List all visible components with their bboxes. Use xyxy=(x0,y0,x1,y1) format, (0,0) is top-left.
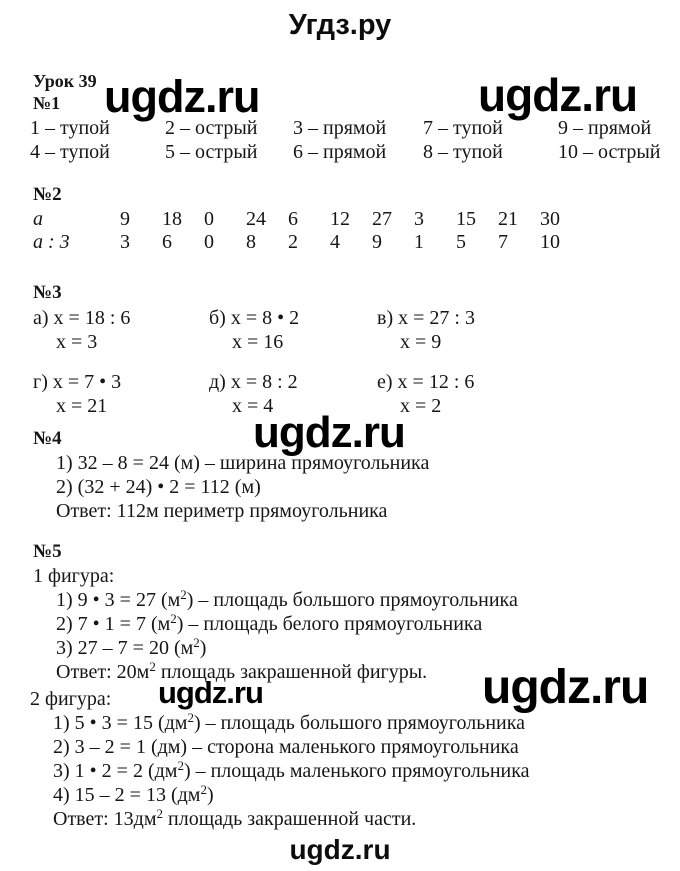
step-text: площадь закрашенной части. xyxy=(163,808,417,830)
task5-figure2-section xyxy=(30,687,530,831)
equation: в) х = 27 : 3 xyxy=(377,307,475,329)
watermark-ugdz: ugdz.ru xyxy=(478,69,638,121)
step-text: ) – площадь большого прямоугольника xyxy=(193,712,526,734)
task3-section xyxy=(33,281,653,418)
superscript: 2 xyxy=(193,635,200,650)
row-header: a xyxy=(33,208,43,230)
answer-cell: 1 – тупой xyxy=(30,117,110,139)
table-cell: 5 xyxy=(456,231,466,253)
solution-step: 2) (32 + 24) • 2 = 112 (м) xyxy=(56,476,261,498)
solution-answer: Ответ: 112м периметр прямоугольника xyxy=(56,500,388,522)
task5-label: №5 xyxy=(33,541,62,562)
equation: е) х = 12 : 6 xyxy=(377,371,475,393)
task5-section xyxy=(33,540,518,684)
solution-step: 1) 32 – 8 = 24 (м) – ширина прямоугольника xyxy=(56,452,430,474)
task2-section xyxy=(33,183,582,254)
solution-step xyxy=(53,711,530,735)
step-text: ) – площадь большого прямоугольника xyxy=(186,589,518,611)
task2-label: №2 xyxy=(33,184,62,205)
answer-cell: 7 – тупой xyxy=(423,117,503,139)
step-text: 2) 7 • 1 = 7 (м xyxy=(56,613,171,635)
equation-answer: х = 2 xyxy=(400,395,442,417)
table-cell: 30 xyxy=(540,208,560,230)
equation-item xyxy=(377,306,653,354)
step-text: ) – площадь маленького прямоугольника xyxy=(183,760,530,782)
task1-answers xyxy=(30,116,670,164)
equation-item xyxy=(377,370,653,418)
superscript: 2 xyxy=(177,758,184,773)
equation: г) х = 7 • 3 xyxy=(33,371,122,393)
answer-cell: 10 – острый xyxy=(558,141,661,163)
equation-answer: х = 16 xyxy=(232,331,284,353)
answer-cell: 4 – тупой xyxy=(30,141,110,163)
lesson-title: Урок 39 xyxy=(33,71,97,91)
table-row xyxy=(33,231,582,254)
equation: б) х = 8 • 2 xyxy=(209,307,300,329)
solution-answer xyxy=(53,807,530,831)
equation: д) х = 8 : 2 xyxy=(209,371,298,393)
step-text: 3) 1 • 2 = 2 (дм xyxy=(53,760,178,782)
step-text: ) xyxy=(206,784,214,806)
step-text: 1) 5 • 3 = 15 (дм xyxy=(53,712,188,734)
watermark-ugdz: ugdz.ru xyxy=(482,661,649,714)
solution-step xyxy=(53,735,530,759)
equation-answer: х = 21 xyxy=(56,395,108,417)
table-cell: 24 xyxy=(246,208,266,230)
equation-answer: х = 3 xyxy=(56,331,98,353)
superscript: 2 xyxy=(187,710,194,725)
solution-step xyxy=(56,612,518,636)
row-header: a : 3 xyxy=(33,231,70,253)
task3-grid xyxy=(33,306,653,418)
watermark-ugdz: ugdz.ru xyxy=(253,408,405,457)
table-cell: 0 xyxy=(204,208,214,230)
solution-step xyxy=(56,636,518,660)
table-cell: 18 xyxy=(162,208,182,230)
step-text: 1) 9 • 3 = 27 (м xyxy=(56,589,181,611)
table-cell: 6 xyxy=(162,231,172,253)
task2-table xyxy=(33,208,582,254)
answer-cell: 2 – острый xyxy=(165,117,258,139)
step-text: Ответ: 20м xyxy=(56,661,150,683)
answer-cell: 9 – прямой xyxy=(558,117,652,139)
superscript: 2 xyxy=(170,611,177,626)
lesson-header xyxy=(33,70,97,114)
superscript: 2 xyxy=(149,659,156,674)
solution-step xyxy=(53,783,530,807)
table-cell: 3 xyxy=(120,231,130,253)
table-cell: 27 xyxy=(372,208,392,230)
table-cell: 3 xyxy=(414,208,424,230)
table-cell: 15 xyxy=(456,208,476,230)
superscript: 2 xyxy=(180,587,187,602)
table-cell: 12 xyxy=(330,208,350,230)
equation-item xyxy=(33,370,209,418)
task3-label: №3 xyxy=(33,282,62,303)
site-header-title: Угдз.ру xyxy=(288,9,392,41)
step-text: ) xyxy=(199,637,207,659)
step-text: 3) 27 – 7 = 20 (м xyxy=(56,637,194,659)
equation-item xyxy=(33,306,209,354)
equation: а) х = 18 : 6 xyxy=(33,307,131,329)
solution-step xyxy=(53,759,530,783)
table-cell: 21 xyxy=(498,208,518,230)
table-cell: 1 xyxy=(414,231,424,253)
answer-cell: 5 – острый xyxy=(165,141,258,163)
step-text: площадь закрашенной фигуры. xyxy=(155,661,428,683)
solution-answer xyxy=(56,660,518,684)
step-text: 4) 15 – 2 = 13 (дм xyxy=(53,784,201,806)
answer-cell: 6 – прямой xyxy=(293,141,387,163)
equation-answer: х = 4 xyxy=(232,395,274,417)
figure2-heading: 2 фигура: xyxy=(30,688,112,710)
table-cell: 9 xyxy=(372,231,382,253)
step-text: Ответ: 13дм xyxy=(53,808,157,830)
site-footer-logo: ugdz.ru xyxy=(289,834,391,865)
watermark-ugdz: ugdz.ru xyxy=(104,71,260,122)
watermark-ugdz: ugdz.ru xyxy=(158,675,263,710)
table-cell: 8 xyxy=(246,231,256,253)
equation-item xyxy=(209,306,377,354)
table-cell: 0 xyxy=(204,231,214,253)
equation-answer: х = 9 xyxy=(400,331,442,353)
table-cell: 9 xyxy=(120,208,130,230)
answer-cell: 3 – прямой xyxy=(293,117,387,139)
table-cell: 6 xyxy=(288,208,298,230)
table-cell: 7 xyxy=(498,231,508,253)
step-text: ) – площадь белого прямоугольника xyxy=(176,613,483,635)
table-row xyxy=(33,208,582,231)
table-cell: 2 xyxy=(288,231,298,253)
table-cell: 10 xyxy=(540,231,560,253)
solution-step xyxy=(56,588,518,612)
superscript: 2 xyxy=(200,782,207,797)
task1-label: №1 xyxy=(33,93,61,113)
task4-label: №4 xyxy=(33,428,62,449)
figure1-heading: 1 фигура: xyxy=(33,565,115,587)
answer-cell: 8 – тупой xyxy=(423,141,503,163)
table-cell: 4 xyxy=(330,231,340,253)
superscript: 2 xyxy=(156,806,164,821)
step-text: 2) 3 – 2 = 1 (дм) – сторона маленького прямоугольника xyxy=(53,736,519,758)
task1-grid xyxy=(30,116,670,164)
